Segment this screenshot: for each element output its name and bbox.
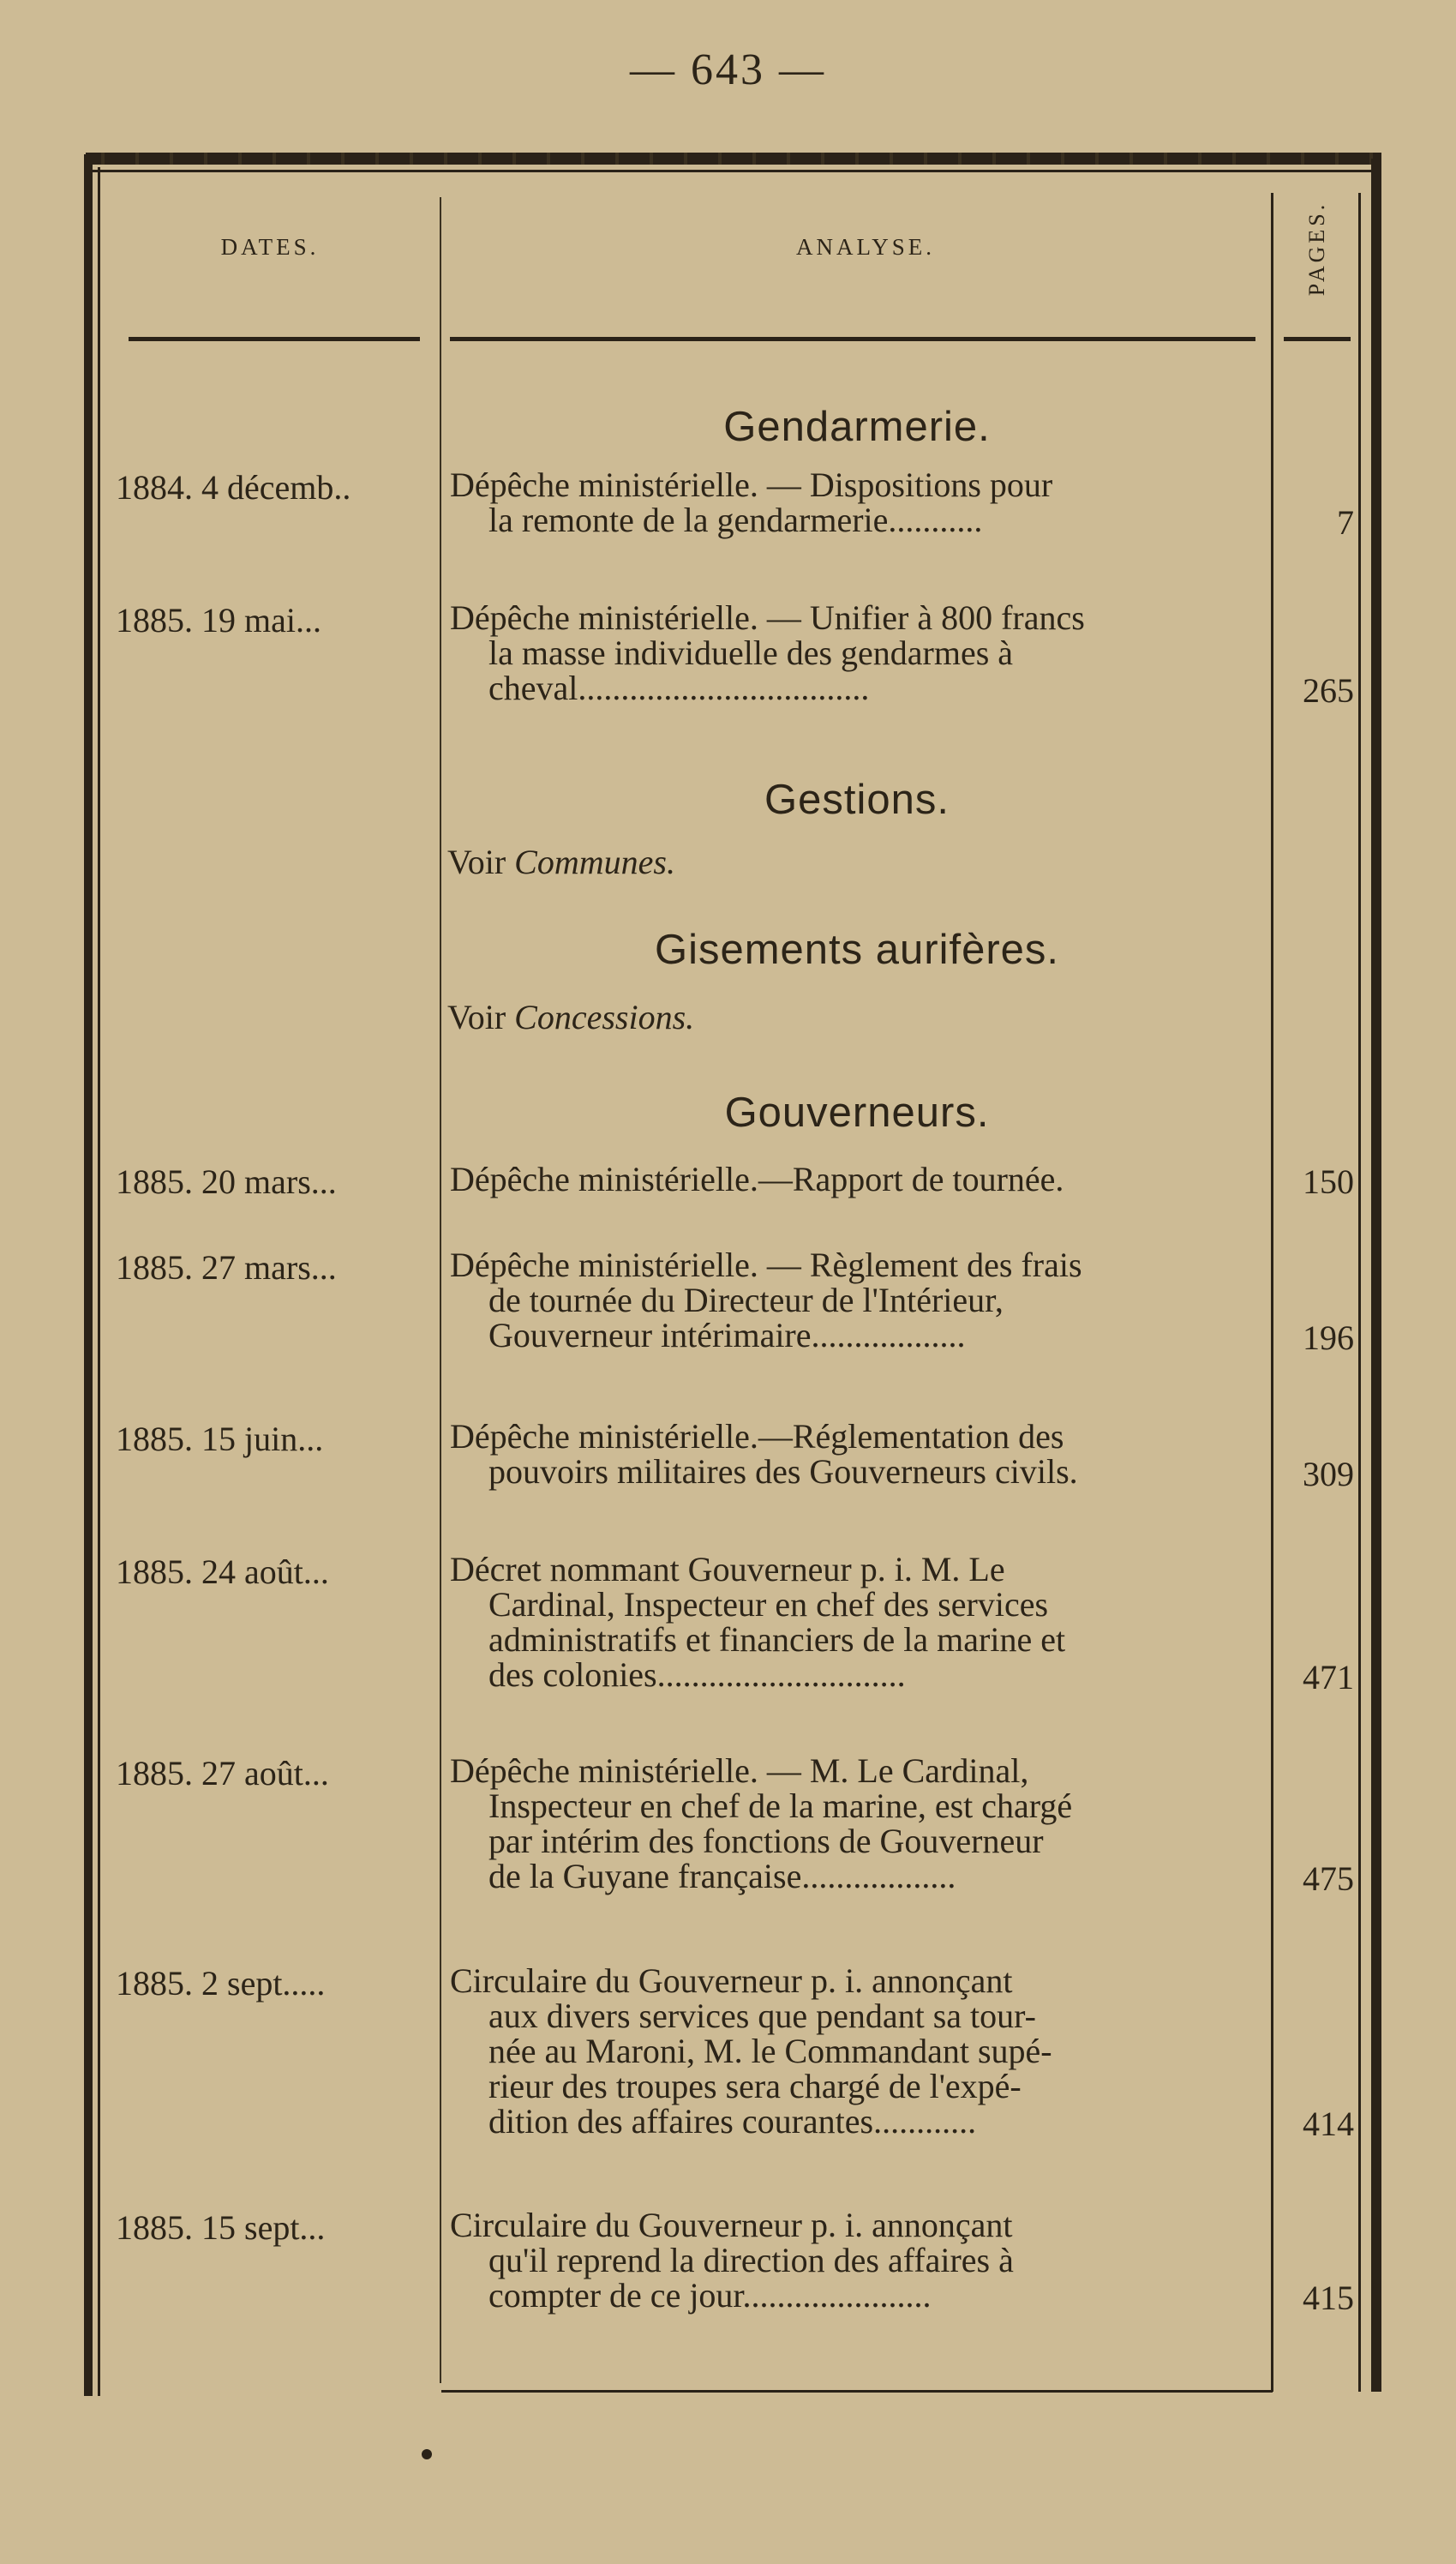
voir-ref: Communes. bbox=[514, 843, 675, 881]
entry-text bbox=[450, 600, 1264, 706]
column-separator-pages bbox=[1271, 193, 1273, 2392]
entry-page: 309 bbox=[1303, 1455, 1354, 1493]
entry-line: cheval.................................. bbox=[488, 669, 870, 707]
entry-line: compter de ce jour...................... bbox=[488, 2276, 932, 2315]
voir-prefix: Voir bbox=[447, 998, 515, 1036]
entry-line: rieur des troupes sera chargé de l'expé- bbox=[488, 2067, 1022, 2105]
entry-text bbox=[450, 467, 1264, 537]
right-border-inner bbox=[1358, 193, 1361, 2392]
entry-line: Gouverneur intérimaire.................. bbox=[488, 1316, 966, 1354]
right-border bbox=[1371, 159, 1381, 2392]
entry-line: de la Guyane française.................. bbox=[488, 1857, 956, 1895]
entry-date: 1885. 20 mars... bbox=[116, 1162, 337, 1201]
entry-line: qu'il reprend la direction des affaires à bbox=[488, 2241, 1014, 2279]
entry-date: 1884. 4 décemb.. bbox=[116, 468, 351, 507]
entry-line: Circulaire du Gouverneur p. i. annonçant bbox=[450, 1961, 1013, 2000]
entry-line: Inspecteur en chef de la marine, est chargé bbox=[488, 1786, 1073, 1825]
entry-line: Circulaire du Gouverneur p. i. annonçant bbox=[450, 2206, 1013, 2244]
left-border-inner bbox=[98, 167, 100, 2396]
entry-text bbox=[450, 2207, 1264, 2313]
entry-page: 265 bbox=[1303, 671, 1354, 710]
section-title-gisements: Gisements aurifères. bbox=[654, 927, 1060, 973]
entry-line: aux divers services que pendant sa tour- bbox=[488, 1997, 1036, 2035]
header-pages-cell bbox=[1277, 184, 1358, 313]
entry-line: la masse individuelle des gendarmes à bbox=[488, 633, 1014, 672]
entry-date: 1885. 19 mai... bbox=[116, 601, 321, 639]
voir-ref: Concessions. bbox=[514, 998, 695, 1036]
entry-line: Dépêche ministérielle. — Règlement des frais bbox=[450, 1246, 1082, 1284]
entry-line: Dépêche ministérielle. — M. Le Cardinal, bbox=[450, 1751, 1029, 1790]
header-dates: DATES. bbox=[220, 234, 320, 260]
entry-line: par intérim des fonctions de Gouverneur bbox=[488, 1822, 1044, 1860]
entry-line: dition des affaires courantes............ bbox=[488, 2102, 977, 2141]
entry-date: 1885. 27 mars... bbox=[116, 1248, 337, 1287]
header-analyse: ANALYSE. bbox=[795, 234, 936, 260]
ink-mark bbox=[422, 2449, 432, 2459]
entry-page: 150 bbox=[1303, 1162, 1354, 1201]
entry-text bbox=[450, 1963, 1264, 2139]
header-pages: PAGES. bbox=[1304, 201, 1330, 297]
entry-line: des colonies............................. bbox=[488, 1655, 906, 1694]
entry-page: 471 bbox=[1303, 1658, 1354, 1696]
entry-page: 196 bbox=[1303, 1318, 1354, 1357]
entry-text bbox=[450, 1162, 1264, 1197]
top-border-thin bbox=[86, 170, 1381, 172]
cross-reference bbox=[447, 997, 694, 1037]
entry-line: Dépêche ministérielle. — Dispositions pour bbox=[450, 465, 1053, 504]
entry-line: pouvoirs militaires des Gouverneurs civils. bbox=[488, 1452, 1078, 1491]
entry-page: 475 bbox=[1303, 1859, 1354, 1898]
entry-text bbox=[450, 1247, 1264, 1353]
bottom-rule bbox=[441, 2390, 1273, 2393]
entry-line: Dépêche ministérielle.—Réglementation des bbox=[450, 1417, 1064, 1456]
entry-line: administratifs et financiers de la marine et bbox=[488, 1620, 1066, 1659]
voir-prefix: Voir bbox=[447, 843, 515, 881]
entry-date: 1885. 24 août... bbox=[116, 1552, 329, 1591]
entry-date: 1885. 15 juin... bbox=[116, 1420, 324, 1458]
entry-date: 1885. 15 sept... bbox=[116, 2208, 326, 2247]
left-border bbox=[84, 154, 93, 2396]
entry-page: 414 bbox=[1303, 2105, 1354, 2143]
entry-page: 415 bbox=[1303, 2279, 1354, 2317]
column-separator-dates bbox=[440, 197, 441, 2383]
entry-text bbox=[450, 1552, 1264, 1692]
entry-text bbox=[450, 1419, 1264, 1489]
section-title-gouverneurs: Gouverneurs. bbox=[724, 1090, 990, 1136]
entry-line: Dépêche ministérielle. — Unifier à 800 francs bbox=[450, 598, 1085, 637]
entry-page: 7 bbox=[1337, 503, 1354, 542]
entry-line: Cardinal, Inspecteur en chef des services bbox=[488, 1585, 1049, 1624]
header-rule-dates bbox=[129, 337, 420, 341]
section-title-gestions: Gestions. bbox=[764, 777, 950, 823]
entry-text bbox=[450, 1753, 1264, 1894]
page-number: — 643 — bbox=[630, 45, 826, 94]
top-border-ornament bbox=[86, 153, 1381, 165]
entry-date: 1885. 2 sept..... bbox=[116, 1964, 326, 2003]
entry-line: née au Maroni, M. le Commandant supé- bbox=[488, 2032, 1052, 2070]
entry-line: de tournée du Directeur de l'Intérieur, bbox=[488, 1281, 1004, 1319]
cross-reference bbox=[447, 842, 675, 882]
section-title-gendarmerie: Gendarmerie. bbox=[723, 404, 991, 450]
header-rule-pages bbox=[1284, 337, 1351, 341]
entry-date: 1885. 27 août... bbox=[116, 1754, 329, 1792]
entry-line: la remonte de la gendarmerie........... bbox=[488, 501, 983, 539]
entry-line: Dépêche ministérielle.—Rapport de tournée. bbox=[450, 1160, 1064, 1198]
entry-line: Décret nommant Gouverneur p. i. M. Le bbox=[450, 1550, 1005, 1588]
header-rule-analyse bbox=[450, 337, 1255, 341]
